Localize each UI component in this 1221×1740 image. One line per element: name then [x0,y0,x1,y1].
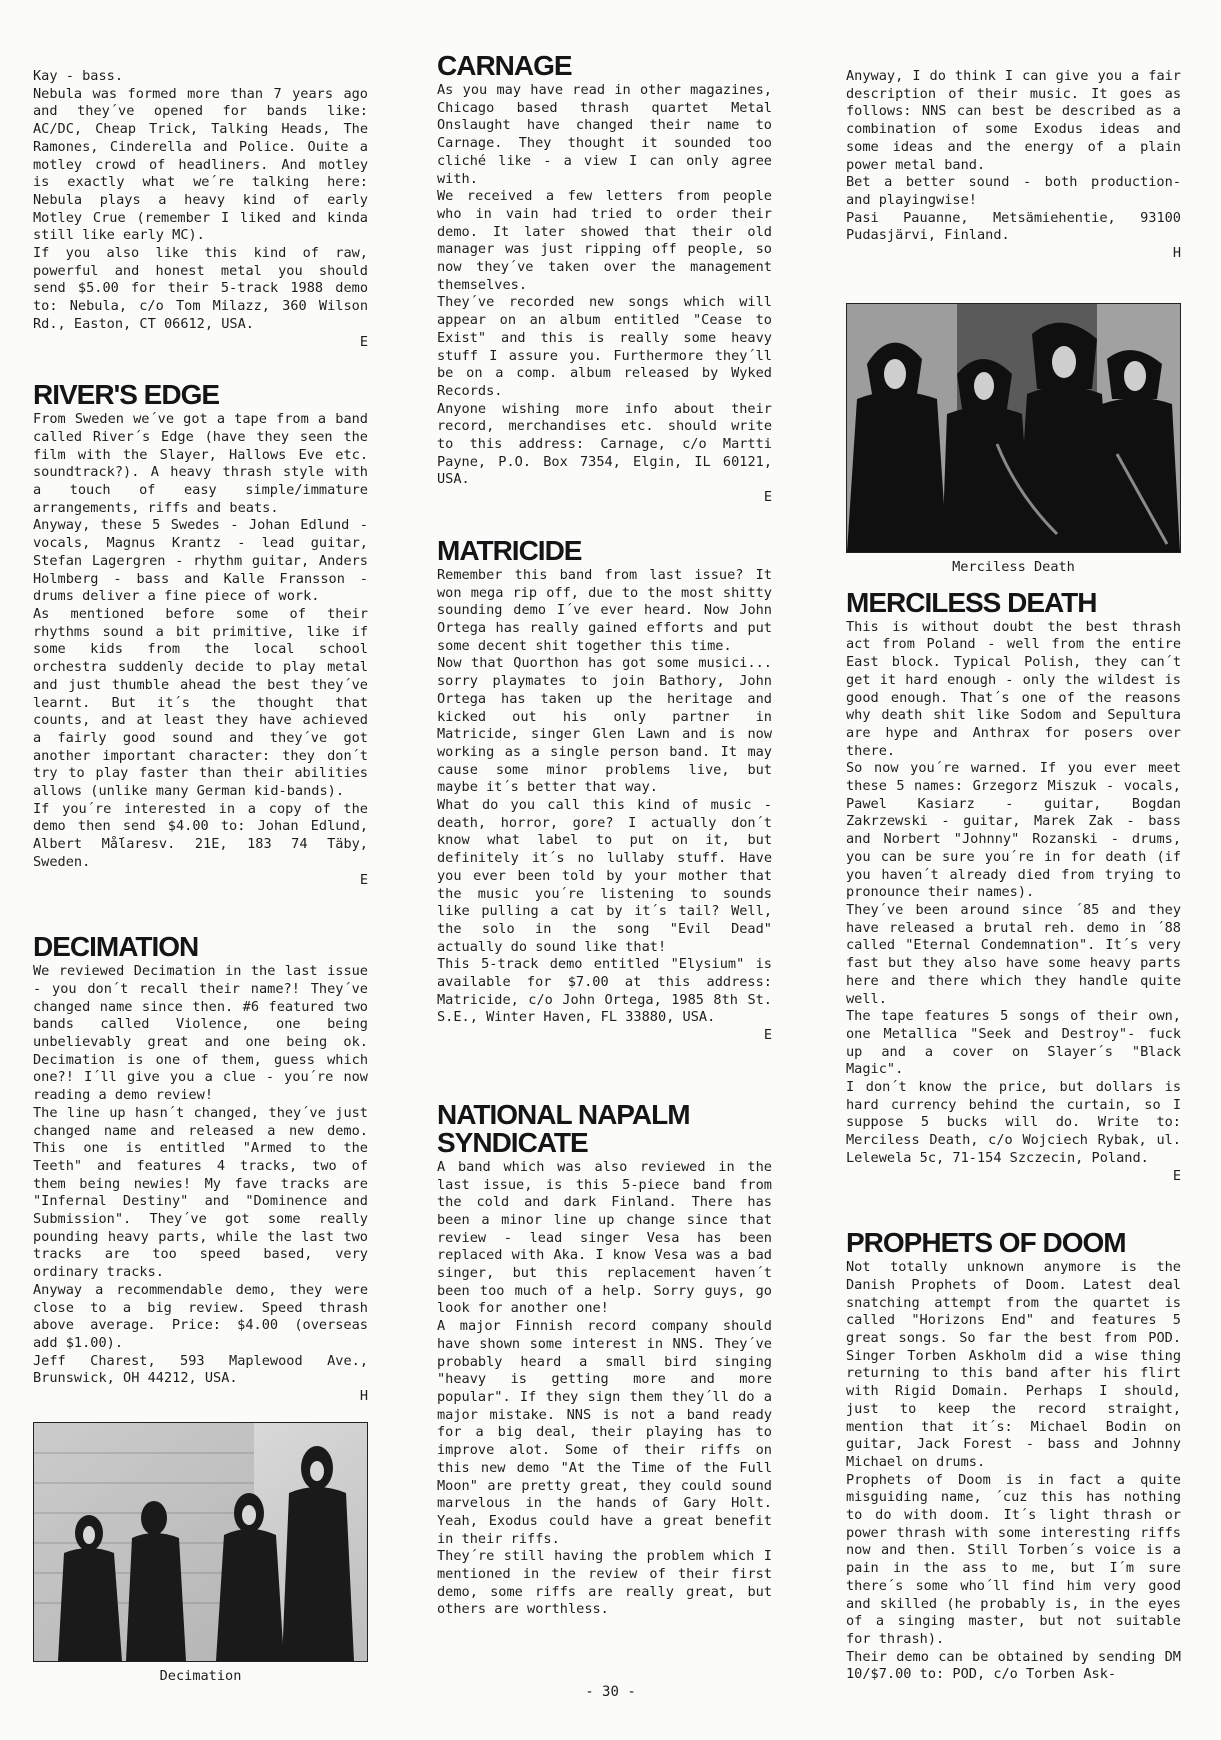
middle-column [437,52,772,1619]
review-text: Bet a better sound - both production- and playingwise! [846,174,1181,208]
nebula-review-tail [33,68,368,351]
merciless-death-review [846,586,1181,1186]
nns-review-tail [846,68,1181,263]
review-text: This is without doubt the best thrash act from Poland - well from the entire East block. Typical Polish, they can´t get it hard enough - only the wildest is good enough. That´s one of the reasons why death shit like Sodom and Sepultura are hype and Anthrax for posers over there. [846,618,1181,759]
review-text: So now you´re warned. If you ever meet these 5 names: Grzegorz Miszuk - vocals, Pawel Kasiarz - guitar, Bogdan Zakrzewski - guitar, Marek Zak - bass and Norbert "Johnny" Rozanski - drums, you can be sure you´re in for death (if you haven´t already died from trying to pronounce their names). [846,760,1181,901]
nns-review [437,1098,772,1619]
review-title: RIVER'S EDGE [33,379,220,411]
review-text: As mentioned before some of their rhythms sound a bit primitive, like if some kids from the local school orchestra suddenly decide to play metal and just thumble ahead the best they´ve learnt. But it´s the thought that counts, and at least they have achieved a fairly good sound and they´ve got another important character: they don´t try to play faster than their abilities allows (unlike many German kid-bands). [33,605,368,800]
review-text: Their demo can be obtained by sending DM 10/$7.00 to: POD, c/o Torben Ask- [846,1648,1181,1683]
review-text: Jeff Charest, 593 Maplewood Ave., Brunswick, OH 44212, USA. [33,1352,368,1387]
review-title [437,1098,772,1158]
decimation-band-photo [33,1422,368,1662]
merciless-death-band-photo [846,303,1181,553]
reviewer-signature: H [1172,245,1181,262]
reviewer-signature: E [763,1027,772,1044]
nebula-text: If you also like this kind of raw, powerful and honest metal you should send $5.00 for their 5-track 1988 demo to: Nebula, c/o Tom Milazz, 360 Wilson Rd., Easton, CT 06612, USA. [33,245,368,332]
review-text: Remember this band from last issue? It won mega rip off, due to the most shitty sounding demo I´ve ever heard. Now John Ortega has really gained efforts and put some decent shit together this time. [437,566,772,654]
review-text: Anyway, these 5 Swedes - Johan Edlund - vocals, Magnus Krantz - lead guitar, Stefan Lagergren - rhythm guitar, Anders Holmberg - bass and Kalle Fransson - drums deliver a fine piece of work. [33,517,368,605]
left-column [33,68,368,1684]
band-photo-image [34,1423,367,1661]
review-text: What do you call this kind of music - death, horror, gore? I actually don´t know what label to put on it, but definitely it´s no lullaby stuff. Have you ever been told by your mother that the music you´re listening to sounds like pulling a cat by it´s tail? Well, the solo in the song "Evil Dead" actually do sound like that! [437,797,772,955]
review-text: The tape features 5 songs of their own, one Metallica "Seek and Destroy"- fuck up and a cover on Slayer´s "Black Magic". [846,1008,1181,1078]
review-text: As you may have read in other magazines, Chicago based thrash quartet Metal Onslaught have changed their name to Carnage. They thought it sounded too cliché like - a view I can only agree with. [437,82,772,187]
review-text: We reviewed Decimation in the last issue - you don´t recall their name?! They´ve changed name since then. #6 featured two bands called Violence, one being unbelievably great and one being ok. Decimation is one of them, guess which one?! I´ll give you a clue - you´re now reading a demo review! [33,963,368,1104]
review-text: They´ve recorded new songs which will appear on an album entitled "Cease to Exist" and this is really some heavy stuff I assure you. Furthermore they´ll be on a comp. album released by Wyked Records. [437,294,772,399]
band-photo-image [847,304,1180,552]
matricide-review [437,534,772,1045]
review-text: Anyway a recommendable demo, they were close to a big review. Speed thrash above average. Price: $4.00 (overseas add $1.00). [33,1281,368,1351]
review-title-line: SYNDICATE [437,1126,588,1158]
review-title: PROPHETS OF DOOM [846,1227,1126,1259]
decimation-review [33,933,368,1406]
review-title: MATRICIDE [437,534,582,566]
review-title: MERCILESS DEATH [846,586,1097,618]
nebula-text: Nebula was formed more than 7 years ago and they´ve opened for bands like: AC/DC, Cheap Trick, Talking Heads, The Ramones, Cinderella and Police. Ouite a motley crowd of headliners. And motley is exactly what we´re talking here: Nebula plays a heavy kind of early Motley Crue (remember I liked and kinda still like early MC). [33,85,368,244]
reviewer-signature: H [359,1388,368,1405]
photo-caption: Decimation [159,1667,242,1684]
review-text: Pasi Pauanne, Metsämiehentie, 93100 Pudasjärvi, Finland. [846,209,1181,244]
rivers-edge-review [33,381,368,889]
review-title-line: NATIONAL NAPALM [437,1098,690,1130]
review-text: We received a few letters from people who in vain had tried to order their demo. It later showed that their old manager was just ripping off people, so now they´ve taken over the management themselves. [437,188,772,293]
right-column [846,68,1181,1684]
reviewer-signature: E [359,333,368,350]
review-text: From Sweden we´ve got a tape from a band called River´s Edge (have they seen the film with the Slayer, Hallows Eve etc. soundtrack?). A heavy thrash style with a touch of easy simple/immature arrangements, riffs and beats. [33,411,368,516]
review-text: I don´t know the price, but dollars is hard currency behind the curtain, so I suppose 5 bucks will do. Write to: Merciless Death, c/o Wojciech Rybak, ul. Lelewela 5c, 71-154 Szczecin, Poland. [846,1079,1181,1166]
review-text: If you´re interested in a copy of the demo then send $4.00 to: Johan Edlund, Albert Mǻlaresv. 21E, 183 74 Täby, Sweden. [33,800,368,870]
review-title: CARNAGE [437,50,572,81]
carnage-review [437,52,772,507]
review-text: The line up hasn´t changed, they´ve just changed name and released a new demo. This one is entitled "Armed to the Teeth" and features 4 tracks, two of them being newies! My fave tracks are "Infernal Destiny" and "Dominence and Submission". They´ve got some really pounding heavy parts, while the last two tracks are too speed based, very ordinary tracks. [33,1104,368,1281]
review-title: DECIMATION [33,931,199,963]
review-text: Now that Quorthon has got some musici... sorry playmates to join Bathory, John Ortega has taken up the heritage and kicked out his only partner in Matricide, singer Glen Lawn and is now working as a single person band. It may cause some minor problems live, but maybe it´s better that way. [437,655,772,796]
reviewer-signature: E [763,489,772,506]
reviewer-signature: E [1172,1167,1181,1184]
review-text: Anyway, I do think I can give you a fair description of their music. It goes as follows: NNS can best be described as a combination of some Exodus ideas and some ideas and the energy of a plain power metal band. [846,68,1181,173]
review-text: A major Finnish record company should have shown some interest in NNS. They´ve probably heard a small bird singing "heavy is getting more and more popular". If they sign them they´ll do a major mistake. NNS is not a band ready for a big deal, their playing has to improve alot. Some of their riffs on this new demo "At the Time of the Full Moon" are pretty great, they could sound marvelous in the hands of Gary Holt. Yeah, Exodus could have a great benefit in their riffs. [437,1318,772,1547]
review-text: They´ve been around since ´85 and they have released a brutal reh. demo in ´88 called "Eternal Condemnation". It´s very fast but they also have some heavy parts here and there which they handle quite well. [846,901,1181,1007]
review-text: This 5-track demo entitled "Elysium" is available for $7.00 at this address: Matricide, c/o John Ortega, 1985 8th St. S.E., Winter Haven, FL 33880, USA. [437,956,772,1026]
review-text: A band which was also reviewed in the last issue, is this 5-piece band from the cold and dark Finland. There has been a minor line up change since that review - lead singer Vesa has been replaced with Aka. I know Vesa was a bad singer, but this replacement haven´t been too much of a help. Sorry guys, go look for another one! [437,1158,772,1317]
page-number: - 30 - [585,1684,636,1700]
review-text: Prophets of Doom is in fact a quite misguiding name, ´cuz this has nothing to do with doom. It´s light thrash or power thrash with some interesting riffs now and then. Still Torben´s voice is a pain in the ass to me, but I´m sure there´s some who´ll find him very good and skilled (he probably is, in the eyes of a singing master, but not suitable for thrash). [846,1471,1181,1647]
review-text: Not totally unknown anymore is the Danish Prophets of Doom. Latest deal snatching attempt from the quartet is called "Horizons End" and features 5 great songs. So far the best from POD. Singer Torben Askholm did a wise thing returning to this band after his flirt with Rigid Domain. Perhaps I should, just to keep the record straight, mention that it´s: Michael Bodin on guitar, Jack Forest - bass and Johnny Michael on drums. [846,1259,1181,1470]
review-text: They´re still having the problem which I mentioned in the review of their first demo, some riffs are really great, but others are worthless. [437,1548,772,1618]
photo-caption: Merciless Death [952,558,1075,575]
review-text: Anyone wishing more info about their record, merchandises etc. should write to this address: Carnage, c/o Martti Payne, P.O. Box 7354, Elgin, IL 60121, USA. [437,400,772,488]
nebula-text: Kay - bass. [33,68,124,84]
reviewer-signature: E [359,871,368,888]
prophets-of-doom-review [846,1229,1181,1684]
